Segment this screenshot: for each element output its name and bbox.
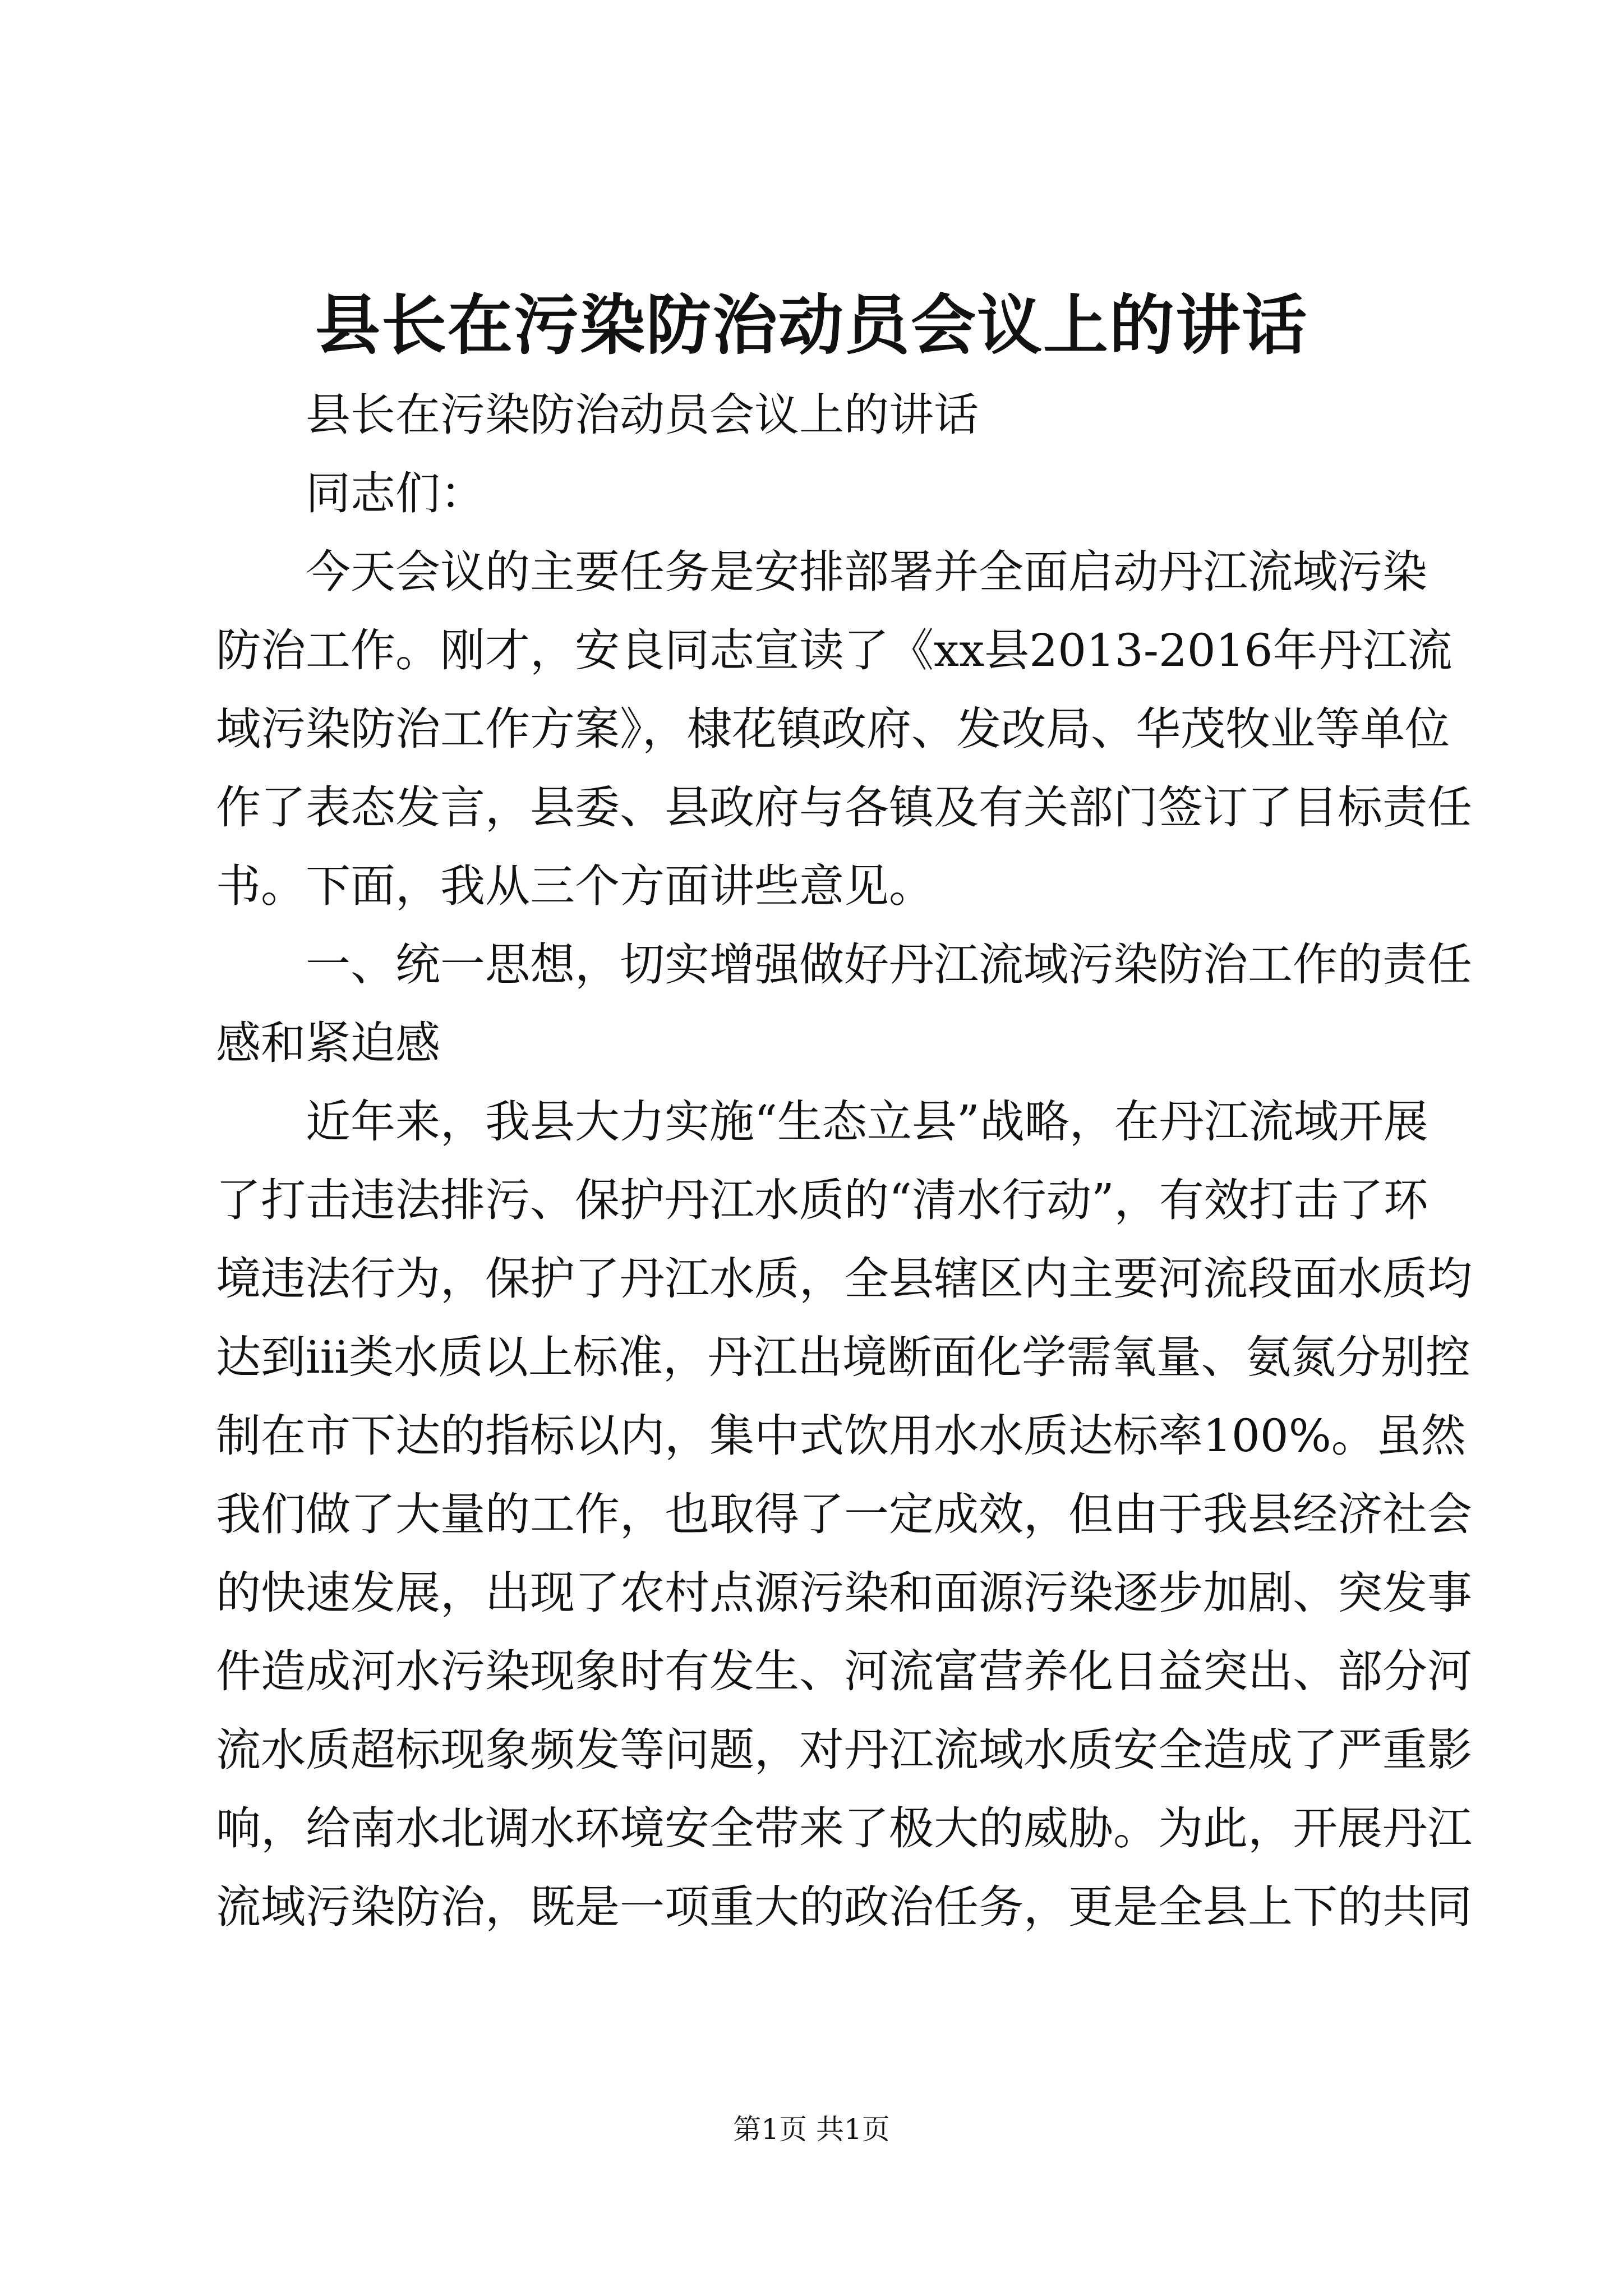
text-line: 作了表态发言，县委、县政府与各镇及有关部门签订了目标责任	[216, 781, 1472, 834]
text-line: 今天会议的主要任务是安排部署并全面启动丹江流域污染	[306, 546, 1427, 598]
text-line: 流域污染防治，既是一项重大的政治任务，更是全县上下的共同	[216, 1881, 1472, 1933]
text-line: 近年来，我县大力实施“生态立县”战略，在丹江流域开展	[306, 1096, 1428, 1148]
text-line: 的快速发展，出现了农村点源污染和面源污染逐步加剧、突发事	[216, 1567, 1472, 1619]
text-line: 感和紧迫感	[216, 1017, 440, 1069]
text-line: 一、统一思想，切实增强做好丹江流域污染防治工作的责任	[306, 938, 1472, 991]
document-title: 县长在污染防治动员会议上的讲话	[315, 287, 1308, 364]
text-line: 境违法行为，保护了丹江水质，全县辖区内主要河流段面水质均	[216, 1253, 1472, 1305]
text-line: 流水质超标现象频发等问题，对丹江流域水质安全造成了严重影	[216, 1724, 1472, 1776]
text-line: 书。下面，我从三个方面讲些意见。	[216, 860, 934, 912]
text-line: 了打击违法排污、保护丹江水质的“清水行动”，有效打击了环	[216, 1174, 1428, 1226]
text-line: 同志们：	[306, 467, 485, 519]
text-line: 制在市下达的指标以内，集中式饮用水水质达标率100%。虽然	[216, 1410, 1466, 1462]
text-line: 防治工作。刚才，安良同志宣读了《xx县2013-2016年丹江流	[216, 624, 1453, 677]
text-line: 我们做了大量的工作，也取得了一定成效，但由于我县经济社会	[216, 1488, 1472, 1540]
text-line: 域污染防治工作方案》，棣花镇政府、发改局、华茂牧业等单位	[216, 703, 1450, 755]
text-line: 件造成河水污染现象时有发生、河流富营养化日益突出、部分河	[216, 1645, 1472, 1697]
text-line: 县长在污染防治动员会议上的讲话	[306, 389, 979, 441]
page-footer: 第1页 共1页	[733, 2113, 890, 2146]
text-line: 响，给南水北调水环境安全带来了极大的威胁。为此，开展丹江	[216, 1802, 1472, 1855]
text-line: 达到iii类水质以上标准，丹江出境断面化学需氧量、氨氮分别控	[216, 1331, 1470, 1383]
